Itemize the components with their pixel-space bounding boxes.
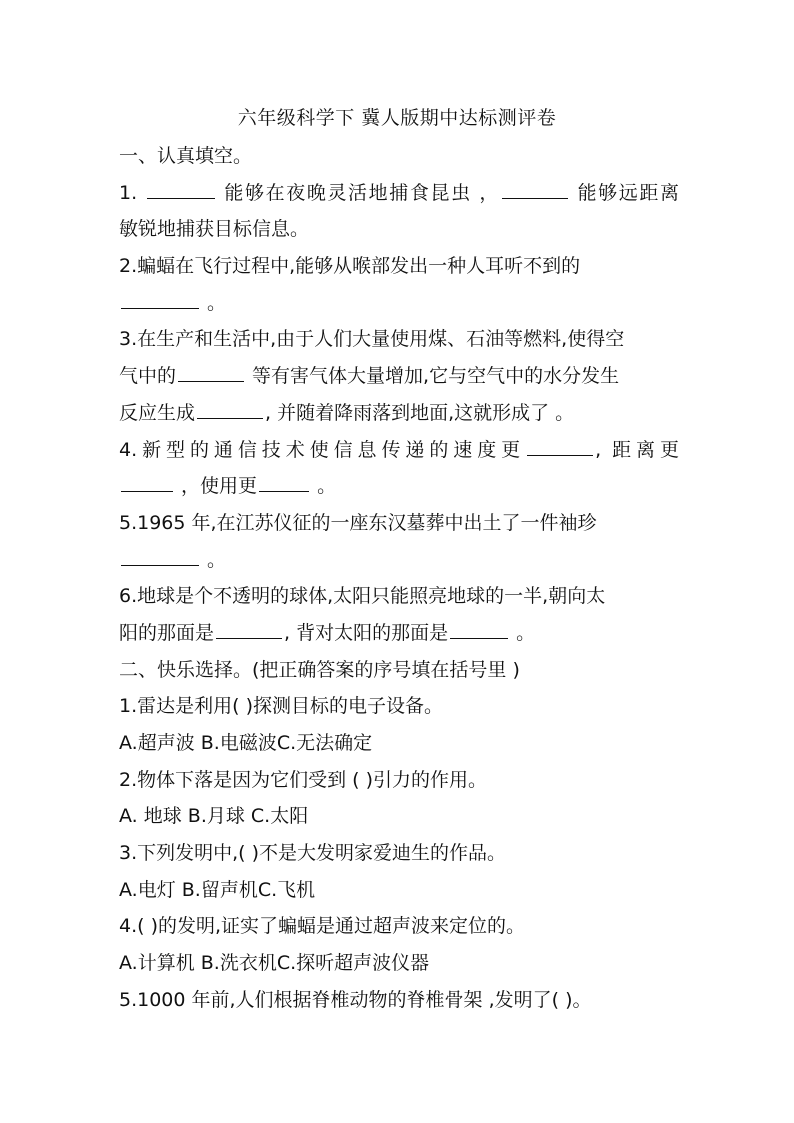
- question-4-line-1: [119, 432, 679, 469]
- choice-question-3: 3.下列发明中,( )不是大发明家爱迪生的作品。: [119, 842, 507, 865]
- q4-text-a: 4.新型的通信技术使信息传递的速度更: [119, 438, 526, 461]
- question-1-line-1: [119, 175, 679, 212]
- answer-blank[interactable]: [147, 178, 215, 199]
- q4-text-d: 。: [311, 475, 337, 498]
- page-title: 六年级科学下 冀人版期中达标测评卷: [237, 107, 557, 129]
- q6-text-d: 。: [510, 621, 536, 644]
- q3-text-c: 等有害气体大量增加,它与空气中的水分发生: [246, 365, 620, 388]
- section-heading-choice: 二、快乐选择。(把正确答案的序号填在括号里 ): [119, 658, 520, 681]
- choice-options-4: A.计算机 B.洗衣机C.探听超声波仪器: [119, 952, 430, 975]
- choice-options-3: A.电灯 B.留声机C.飞机: [119, 878, 316, 901]
- question-6-line-1: 6.地球是个不透明的球体,太阳只能照亮地球的一半,朝向太: [119, 585, 606, 608]
- choice-options-1: A.超声波 B.电磁波C.无法确定: [119, 732, 373, 754]
- answer-blank[interactable]: [450, 618, 508, 639]
- question-3-line-2: [119, 358, 679, 395]
- answer-blank[interactable]: [121, 288, 199, 309]
- answer-blank[interactable]: [121, 545, 199, 566]
- q1-text-a: 1.: [119, 181, 145, 204]
- q3-text-d: 反应生成: [119, 401, 196, 424]
- q2-text-b: 。: [201, 291, 227, 314]
- exam-content: [119, 138, 679, 1019]
- choice-options-2: A. 地球 B.月球 C.太阳: [119, 805, 309, 828]
- question-2-line-2: [119, 285, 679, 322]
- question-4-line-2: [119, 468, 679, 505]
- q6-text-b: 阳的那面是: [119, 621, 215, 644]
- question-3-line-1: 3.在生产和生活中,由于人们大量使用煤、石油等燃料,使得空: [119, 328, 625, 351]
- section-heading-fill-in: 一、认真填空。: [119, 145, 253, 167]
- q6-text-c: , 背对太阳的那面是: [284, 621, 449, 644]
- question-5-line-1: 5.1965 年,在江苏仪征的一座东汉墓葬中出土了一件袖珍: [119, 511, 597, 534]
- choice-question-5: 5.1000 年前,人们根据脊椎动物的脊椎骨架 ,发明了( )。: [119, 988, 592, 1011]
- answer-blank[interactable]: [121, 471, 173, 492]
- question-2-line-1: 2.蝙蝠在飞行过程中,能够从喉部发出一种人耳听不到的: [119, 255, 581, 278]
- answer-blank[interactable]: [178, 361, 244, 382]
- q3-text-e: , 并随着降雨落到地面,这就形成了 。: [265, 401, 575, 424]
- answer-blank[interactable]: [197, 398, 263, 419]
- answer-blank[interactable]: [502, 178, 568, 199]
- answer-blank[interactable]: [527, 435, 593, 456]
- q1-text-c: 能够远距离: [569, 181, 679, 204]
- question-1-line-2: 敏锐地捕获目标信息。: [119, 218, 310, 241]
- q4-text-c: ，使用更: [175, 475, 258, 498]
- q4-text-b: , 距离更: [595, 438, 679, 461]
- choice-question-1: 1.雷达是利用( )探测目标的电子设备。: [119, 695, 443, 718]
- choice-question-4: 4.( )的发明,证实了蝙蝠是通过超声波来定位的。: [119, 915, 526, 938]
- answer-blank[interactable]: [259, 471, 309, 492]
- q5-text-b: 。: [201, 548, 227, 571]
- q3-text-b: 气中的: [119, 365, 177, 388]
- choice-question-2: 2.物体下落是因为它们受到 ( )引力的作用。: [119, 768, 488, 791]
- question-3-line-3: [119, 395, 679, 432]
- question-6-line-2: [119, 615, 679, 652]
- q1-text-b: 能够在夜晚灵活地捕食昆虫 ，: [216, 181, 500, 204]
- question-5-line-2: [119, 542, 679, 579]
- answer-blank[interactable]: [216, 618, 282, 639]
